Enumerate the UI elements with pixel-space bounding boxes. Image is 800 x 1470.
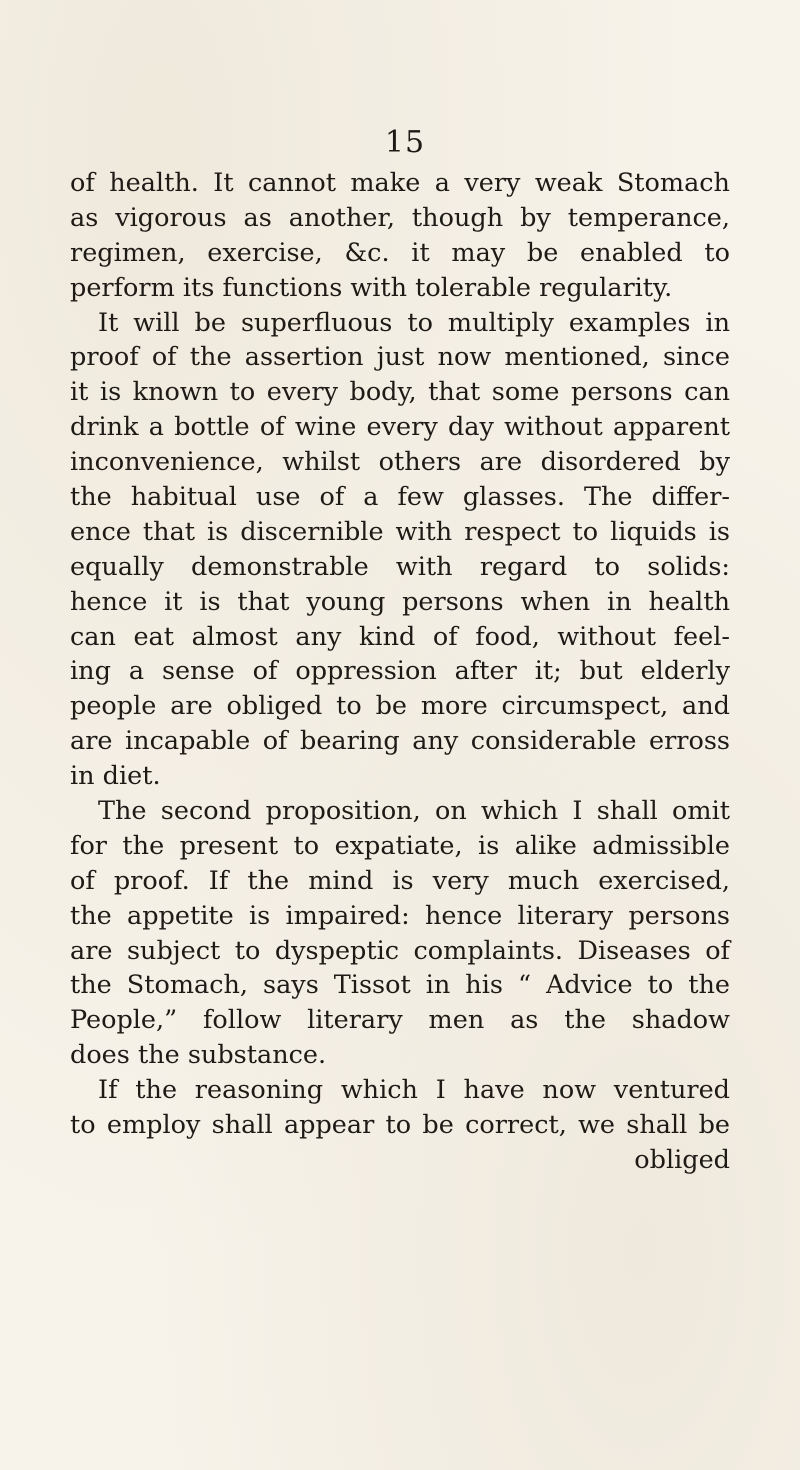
text-line: in diet. [70, 761, 161, 792]
text-line: are incapable of bearing any considerable erross [70, 726, 730, 757]
text-line: of health. It cannot make a very weak Stomach [70, 168, 730, 198]
catchword: obliged [634, 1144, 730, 1175]
text-line: perform its functions with tolerable regularity. [70, 272, 673, 303]
text-line: regimen, exercise, &c. it may be enabled to [70, 237, 730, 268]
text-line: are subject to dyspeptic complaints. Diseases of [70, 935, 730, 966]
text-line: does the substance. [70, 1040, 327, 1071]
text-line: equally demonstrable with regard to solids: [70, 551, 730, 582]
body-text [70, 166, 730, 1178]
paragraph-start-line: It will be superfluous to multiply examples in [98, 307, 730, 338]
text-line: People,” follow literary men as the shadow [70, 1005, 730, 1036]
text-line: can eat almost any kind of food, without feel- [70, 621, 730, 652]
text-line: ing a sense of oppression after it; but elderly [70, 656, 730, 687]
text-line: inconvenience, whilst others are disordered by [70, 447, 730, 478]
text-line: it is known to every body, that some persons can [70, 377, 730, 408]
paragraph-start-line: The second proposition, on which I shall omit [98, 796, 730, 827]
text-line: proof of the assertion just now mentioned, since [70, 342, 730, 373]
text-line: of proof. If the mind is very much exercised, [70, 865, 730, 896]
paragraph-start-line: If the reasoning which I have now ventured [98, 1075, 730, 1106]
text-line: the appetite is impaired: hence literary persons [70, 900, 730, 931]
text-line: hence it is that young persons when in health [70, 586, 730, 617]
text-line: people are obliged to be more circumspect, and [70, 691, 730, 722]
text-line: ence that is discernible with respect to liquids is [70, 516, 730, 547]
text-line: the habitual use of a few glasses. The differ- [70, 482, 730, 513]
text-line: to employ shall appear to be correct, we shall be [70, 1110, 730, 1141]
text-line: drink a bottle of wine every day without apparent [70, 412, 730, 443]
text-line: for the present to expatiate, is alike admissible [70, 830, 730, 861]
page-number: 15 [384, 125, 426, 160]
text-line: as vigorous as another, though by temperance, [70, 202, 730, 233]
text-line: the Stomach, says Tissot in his “ Advice to the [70, 970, 730, 1001]
